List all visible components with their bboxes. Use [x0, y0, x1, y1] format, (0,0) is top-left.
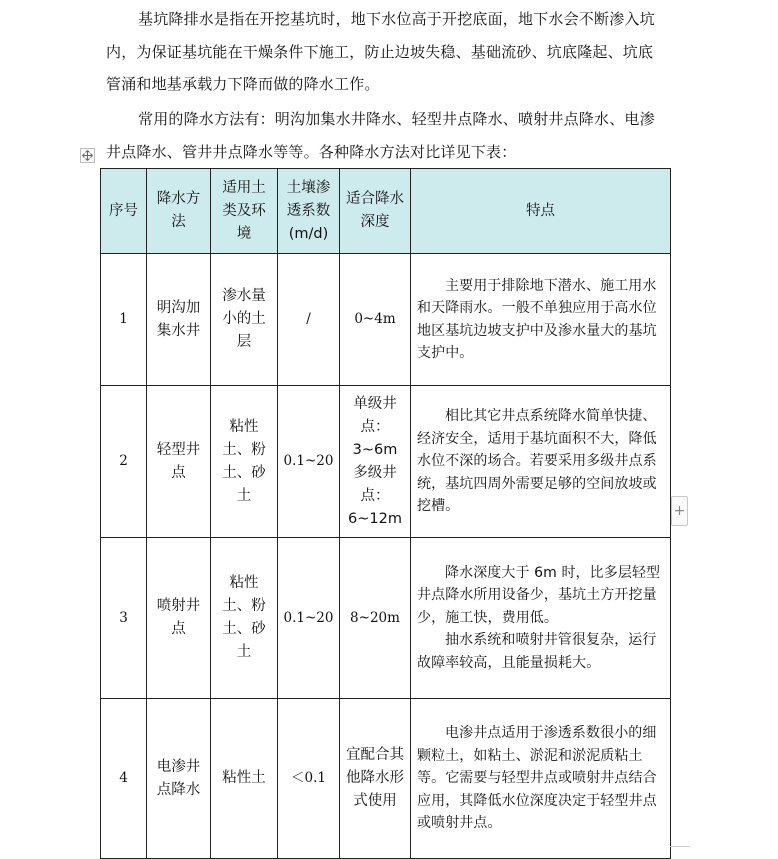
cell-no: 1: [101, 254, 147, 386]
feature-text: 相比其它井点系统降水简单快捷、经济安全，适用于基坑面积不大，降低水位不深的场合。若要采用多级井点系统，基坑四周外需要足够的空间放坡或挖槽。: [417, 408, 657, 515]
table-row: [101, 386, 671, 538]
cell-method: 明沟加集水井: [147, 254, 211, 386]
page-edge-marker: [670, 846, 690, 859]
table-row: [101, 538, 671, 699]
intro-paragraph-2: 常用的降水方法有：明沟加集水井降水、轻型井点降水、喷射井点降水、电渗井点降水、管井井点降水等等。各种降水方法对比详见下表：: [106, 110, 655, 161]
cell-method: 电渗井点降水: [147, 699, 211, 859]
feature-text: 抽水系统和喷射井管很复杂，运行故障率较高，且能量损耗大。: [417, 632, 657, 671]
header-method: 降水方法: [147, 169, 211, 254]
cell-no: 2: [101, 386, 147, 538]
cell-soil: 粘性土: [211, 699, 278, 859]
cell-feature: [411, 699, 671, 859]
add-column-button[interactable]: [671, 496, 688, 526]
table-row: [101, 254, 671, 386]
header-depth: 适合降水深度: [340, 169, 411, 254]
cell-no: 4: [101, 699, 147, 859]
cell-depth: 0~4m: [340, 254, 411, 386]
header-soil: 适用土类及环境: [211, 169, 278, 254]
cell-soil: 粘性土、粉土、砂土: [211, 538, 278, 699]
cell-permeability: ＜0.1: [278, 699, 340, 859]
header-feature: 特点: [411, 169, 671, 254]
intro-paragraph-1: 基坑降排水是指在开挖基坑时，地下水位高于开挖底面，地下水会不断渗入坑内，为保证基坑能在干燥条件下施工，防止边坡失稳、基础流砂、坑底隆起、坑底管涌和地基承载力下降而做的降水工作。: [106, 10, 655, 93]
cell-depth: 宜配合其他降水形式使用: [340, 699, 411, 859]
cell-permeability: /: [278, 254, 340, 386]
cell-depth: 单级井点：3~6m 多级井点：6~12m: [340, 386, 411, 538]
cell-method: 喷射井点: [147, 538, 211, 699]
feature-text: 降水深度大于 6m 时，比多层轻型井点降水所用设备少，基坑土方开挖量少，施工快，费用低。: [417, 564, 661, 626]
cell-permeability: 0.1~20: [278, 538, 340, 699]
cell-feature: [411, 254, 671, 386]
header-permeability: 土壤渗透系数(m/d): [278, 169, 340, 254]
table-move-handle[interactable]: [80, 148, 95, 163]
cell-method: 轻型井点: [147, 386, 211, 538]
plus-icon: +: [673, 503, 686, 519]
cell-depth: 8~20m: [340, 538, 411, 699]
cell-soil: 渗水量小的土层: [211, 254, 278, 386]
cell-feature: [411, 538, 671, 699]
move-arrows-icon: [82, 150, 93, 161]
table-row: [101, 699, 671, 859]
cell-feature: [411, 386, 671, 538]
feature-text: 主要用于排除地下潜水、施工用水和天降雨水。一般不单独应用于高水位地区基坑边坡支护中及渗水量大的基坑支护中。: [417, 277, 657, 361]
cell-soil: 粘性土、粉土、砂土: [211, 386, 278, 538]
cell-no: 3: [101, 538, 147, 699]
feature-text: 电渗井点适用于渗透系数很小的细颗粒土，如粘土、淤泥和淤泥质粘土等。它需要与轻型井点或喷射井点结合应用，其降低水位深度决定于轻型井点或喷射井点。: [417, 725, 657, 832]
dewatering-comparison-table: [100, 168, 671, 859]
cell-permeability: 0.1~20: [278, 386, 340, 538]
table-header-row: [101, 169, 671, 254]
header-no: 序号: [101, 169, 147, 254]
